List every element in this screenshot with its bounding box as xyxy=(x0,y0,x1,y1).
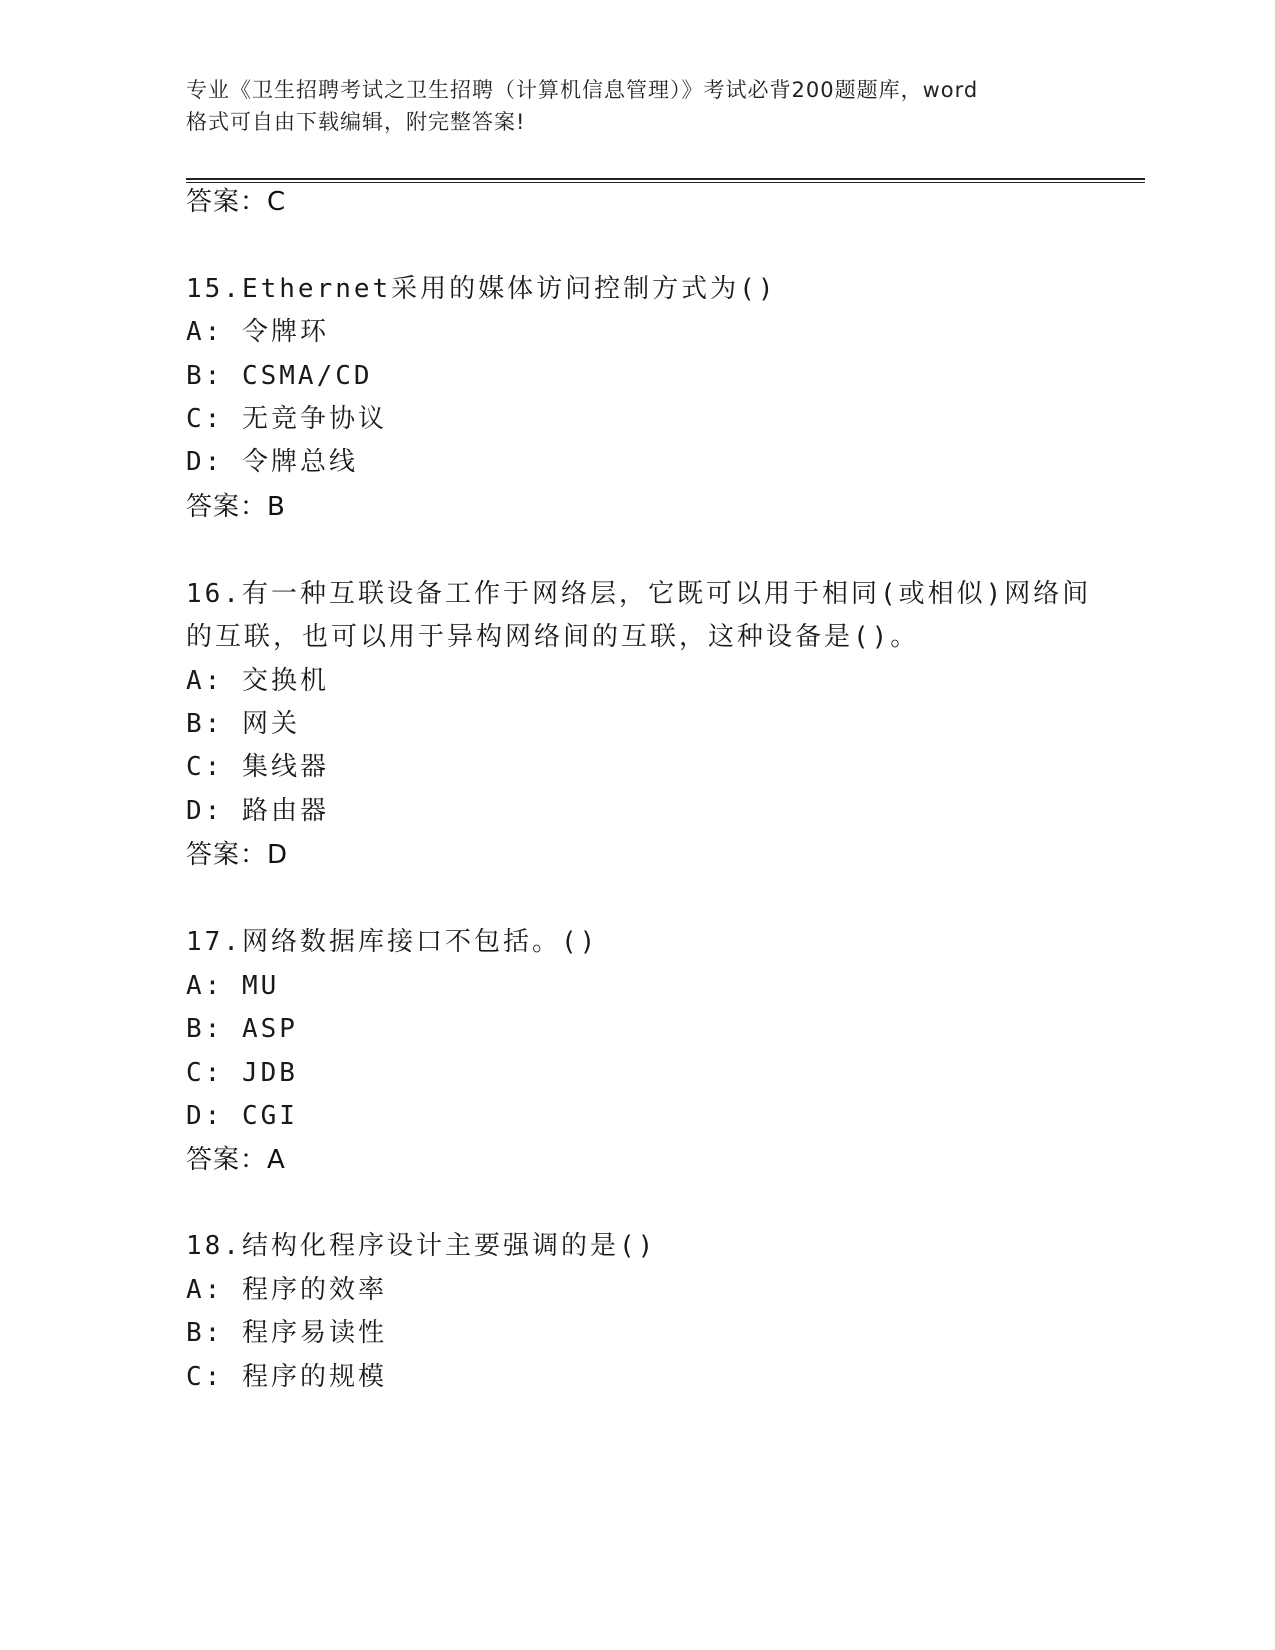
header-rule-thin xyxy=(186,182,1145,183)
question-16-stem-line-2: 的互联，也可以用于异构网络间的互联，这种设备是()。 xyxy=(186,622,920,652)
header-line-2: 格式可自由下载编辑，附完整答案! xyxy=(186,110,526,134)
header-line-1: 专业《卫生招聘考试之卫生招聘（计算机信息管理）》考试必背200题题库，word xyxy=(186,78,979,102)
question-16-option-c: C: 集线器 xyxy=(186,752,329,782)
question-18-stem: 18.结构化程序设计主要强调的是() xyxy=(186,1231,657,1261)
question-15-option-d: D: 令牌总线 xyxy=(186,447,358,477)
question-15-option-a: A: 令牌环 xyxy=(186,317,329,347)
question-17-option-b: B: ASP xyxy=(186,1014,298,1044)
question-16-option-b: B: 网关 xyxy=(186,709,300,739)
question-17-option-a: A: MU xyxy=(186,971,280,1001)
question-15-answer: 答案：B xyxy=(186,492,286,522)
question-18-option-a: A: 程序的效率 xyxy=(186,1275,387,1305)
question-17-answer: 答案：A xyxy=(186,1145,286,1175)
question-18-option-b: B: 程序易读性 xyxy=(186,1318,387,1348)
document-header xyxy=(186,74,1086,138)
header-rule-thick xyxy=(186,178,1145,180)
question-16-stem-line-1: 16.有一种互联设备工作于网络层，它既可以用于相同(或相似)网络间 xyxy=(186,579,1092,609)
question-15-option-b: B: CSMA/CD xyxy=(186,361,373,391)
question-16-option-d: D: 路由器 xyxy=(186,796,329,826)
question-17-stem: 17.网络数据库接口不包括。() xyxy=(186,927,599,957)
question-15-stem: 15.Ethernet采用的媒体访问控制方式为() xyxy=(186,274,777,304)
question-16-answer: 答案：D xyxy=(186,840,289,870)
question-16-option-a: A: 交换机 xyxy=(186,666,329,696)
question-17-option-d: D: CGI xyxy=(186,1101,298,1131)
previous-answer: 答案：C xyxy=(186,187,287,217)
question-18-option-c: C: 程序的规模 xyxy=(186,1362,387,1392)
question-17-option-c: C: JDB xyxy=(186,1058,298,1088)
question-15-option-c: C: 无竞争协议 xyxy=(186,404,387,434)
